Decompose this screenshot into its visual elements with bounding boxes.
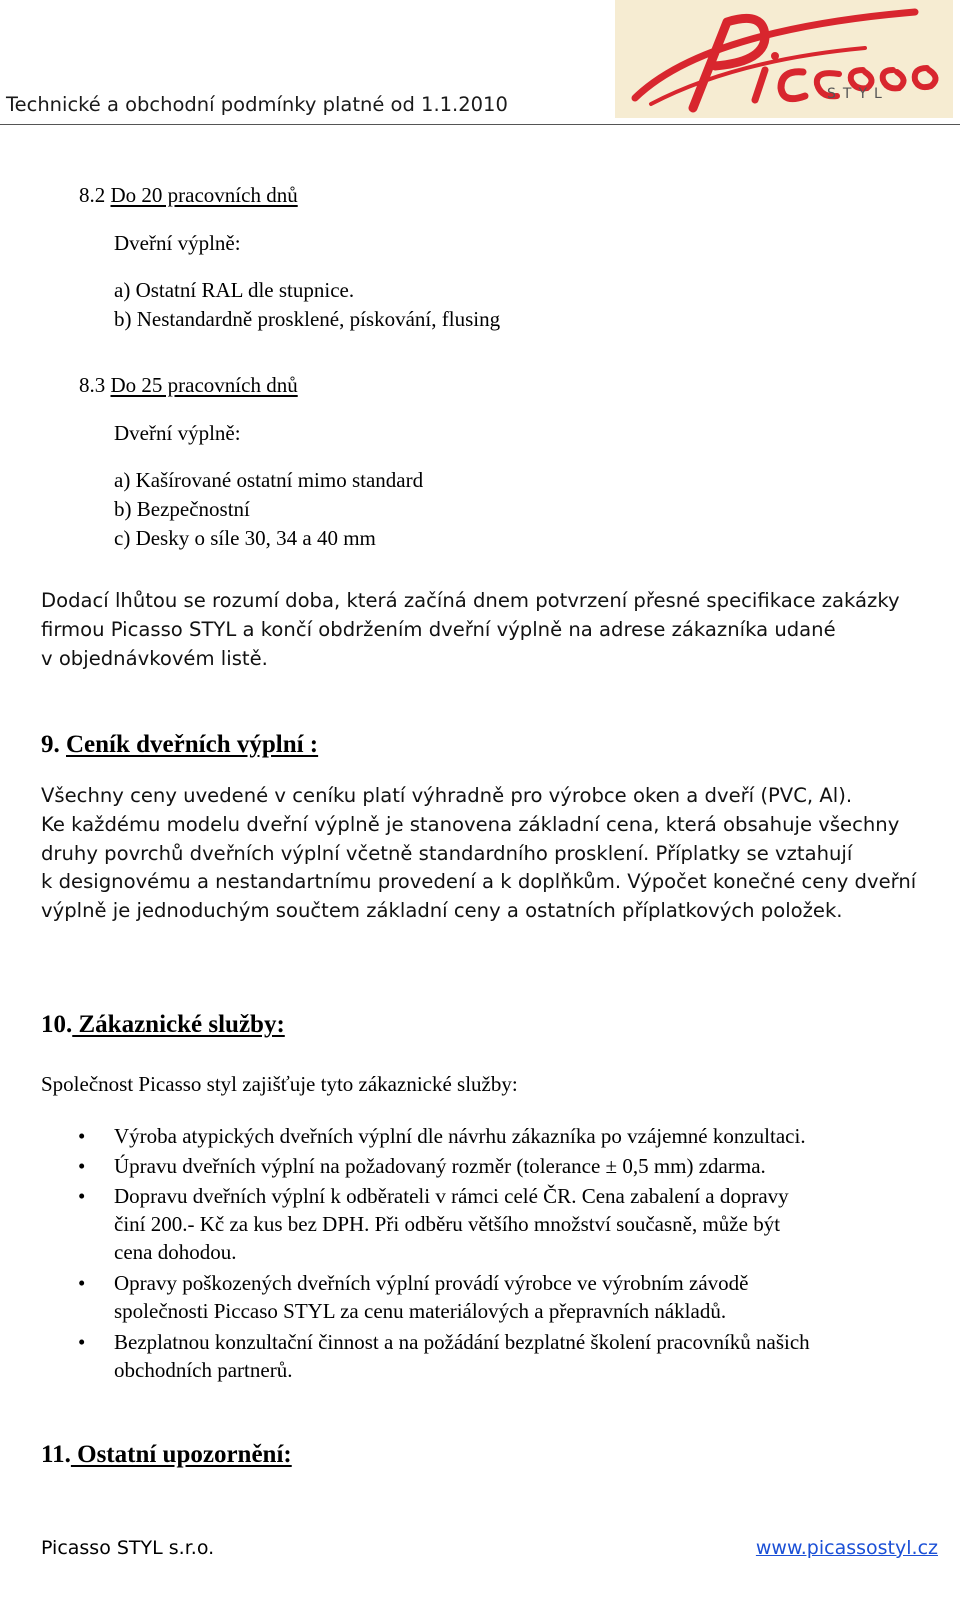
section-8-2-title: Do 20 pracovních dnů xyxy=(110,183,298,207)
price-note-line: Ke každému modelu dveřní výplně je stanovena základní cena, která obsahuje všechny xyxy=(41,813,900,836)
price-note-line: druhy povrchů dveřních výplní včetně standardního prosklení. Příplatky se vztahují xyxy=(41,842,853,865)
bullet-icon: • xyxy=(78,1330,86,1354)
price-note-line: k designovému a nestandartnímu provedení a k doplňkům. Výpočet konečné ceny dveřní xyxy=(41,870,917,893)
section-9-heading xyxy=(41,731,318,759)
bullet-icon: • xyxy=(78,1154,86,1178)
list-item-continuation: činí 200.- Kč za kus bez DPH. Při odběru většího množství současně, může být xyxy=(114,1212,781,1236)
section-10-title: Zákaznické služby: xyxy=(72,1011,285,1038)
section-8-3-number: 8.3 xyxy=(79,373,111,397)
list-item-continuation: cena dohodou. xyxy=(114,1240,237,1264)
price-note-line: výplně je jednoduchým součtem základní ceny a ostatních příplatkových položek. xyxy=(41,899,843,922)
section-9-title: Ceník dveřních výplní : xyxy=(66,731,319,758)
picasso-logo xyxy=(615,0,953,118)
delivery-note-line: firmou Picasso STYL a končí obdržením dveřní výplně na adrese zákazníka udané xyxy=(41,618,836,641)
delivery-note-line: v objednávkovém listě. xyxy=(41,647,268,670)
section-10-heading xyxy=(41,1011,285,1039)
section-9-number: 9. xyxy=(41,731,66,758)
section-11-heading xyxy=(41,1441,292,1469)
delivery-note-line: Dodací lhůtou se rozumí doba, která začíná dnem potvrzení přesné specifikace zakázky xyxy=(41,589,900,612)
list-item-continuation: společnosti Piccaso STYL za cenu materiálových a přepravních nákladů. xyxy=(114,1299,727,1323)
section-8-3-title: Do 25 pracovních dnů xyxy=(110,373,298,397)
document-header-title: Technické a obchodní podmínky platné od 1.1.2010 xyxy=(6,93,508,116)
bullet-icon: • xyxy=(78,1124,86,1148)
bullet-icon: • xyxy=(78,1271,86,1295)
section-10-number: 10. xyxy=(41,1011,73,1038)
list-item: a) Ostatní RAL dle stupnice. xyxy=(114,278,355,302)
picasso-logo-graphic xyxy=(615,0,953,118)
header-divider xyxy=(0,124,960,125)
list-item: Opravy poškozených dveřních výplní provádí výrobce ve výrobním závodě xyxy=(114,1271,749,1295)
list-item: b) Bezpečnostní xyxy=(114,497,250,521)
section-8-2-subtitle: Dveřní výplně: xyxy=(114,231,241,255)
list-item: Výroba atypických dveřních výplní dle návrhu zákazníka po vzájemné konzultaci. xyxy=(114,1124,806,1148)
price-note-line: Všechny ceny uvedené v ceníku platí výhradně pro výrobce oken a dveří (PVC, Al). xyxy=(41,784,853,807)
list-item: Úpravu dveřních výplní na požadovaný rozměr (tolerance ± 0,5 mm) zdarma. xyxy=(114,1154,766,1178)
bullet-icon: • xyxy=(78,1184,86,1208)
section-11-number: 11. xyxy=(41,1441,71,1468)
section-8-2-heading xyxy=(79,181,298,209)
section-8-3-heading xyxy=(79,371,298,399)
list-item: Dopravu dveřních výplní k odběrateli v rámci celé ČR. Cena zabalení a dopravy xyxy=(114,1184,789,1208)
section-8-2-number: 8.2 xyxy=(79,183,111,207)
list-item: Bezplatnou konzultační činnost a na požádání bezplatné školení pracovníků našich xyxy=(114,1330,810,1354)
list-item-continuation: obchodních partnerů. xyxy=(114,1358,293,1382)
list-item: b) Nestandardně prosklené, pískování, flusing xyxy=(114,307,501,331)
footer-company: Picasso STYL s.r.o. xyxy=(41,1537,215,1559)
services-intro: Společnost Picasso styl zajišťuje tyto zákaznické služby: xyxy=(41,1072,518,1096)
logo-sub-text: STYL xyxy=(827,86,889,102)
list-item: a) Kašírované ostatní mimo standard xyxy=(114,468,424,492)
section-11-title: Ostatní upozornění: xyxy=(70,1441,292,1468)
footer-website-link[interactable]: www.picassostyl.cz xyxy=(755,1537,938,1559)
section-8-3-subtitle: Dveřní výplně: xyxy=(114,421,241,445)
list-item: c) Desky o síle 30, 34 a 40 mm xyxy=(114,526,376,550)
